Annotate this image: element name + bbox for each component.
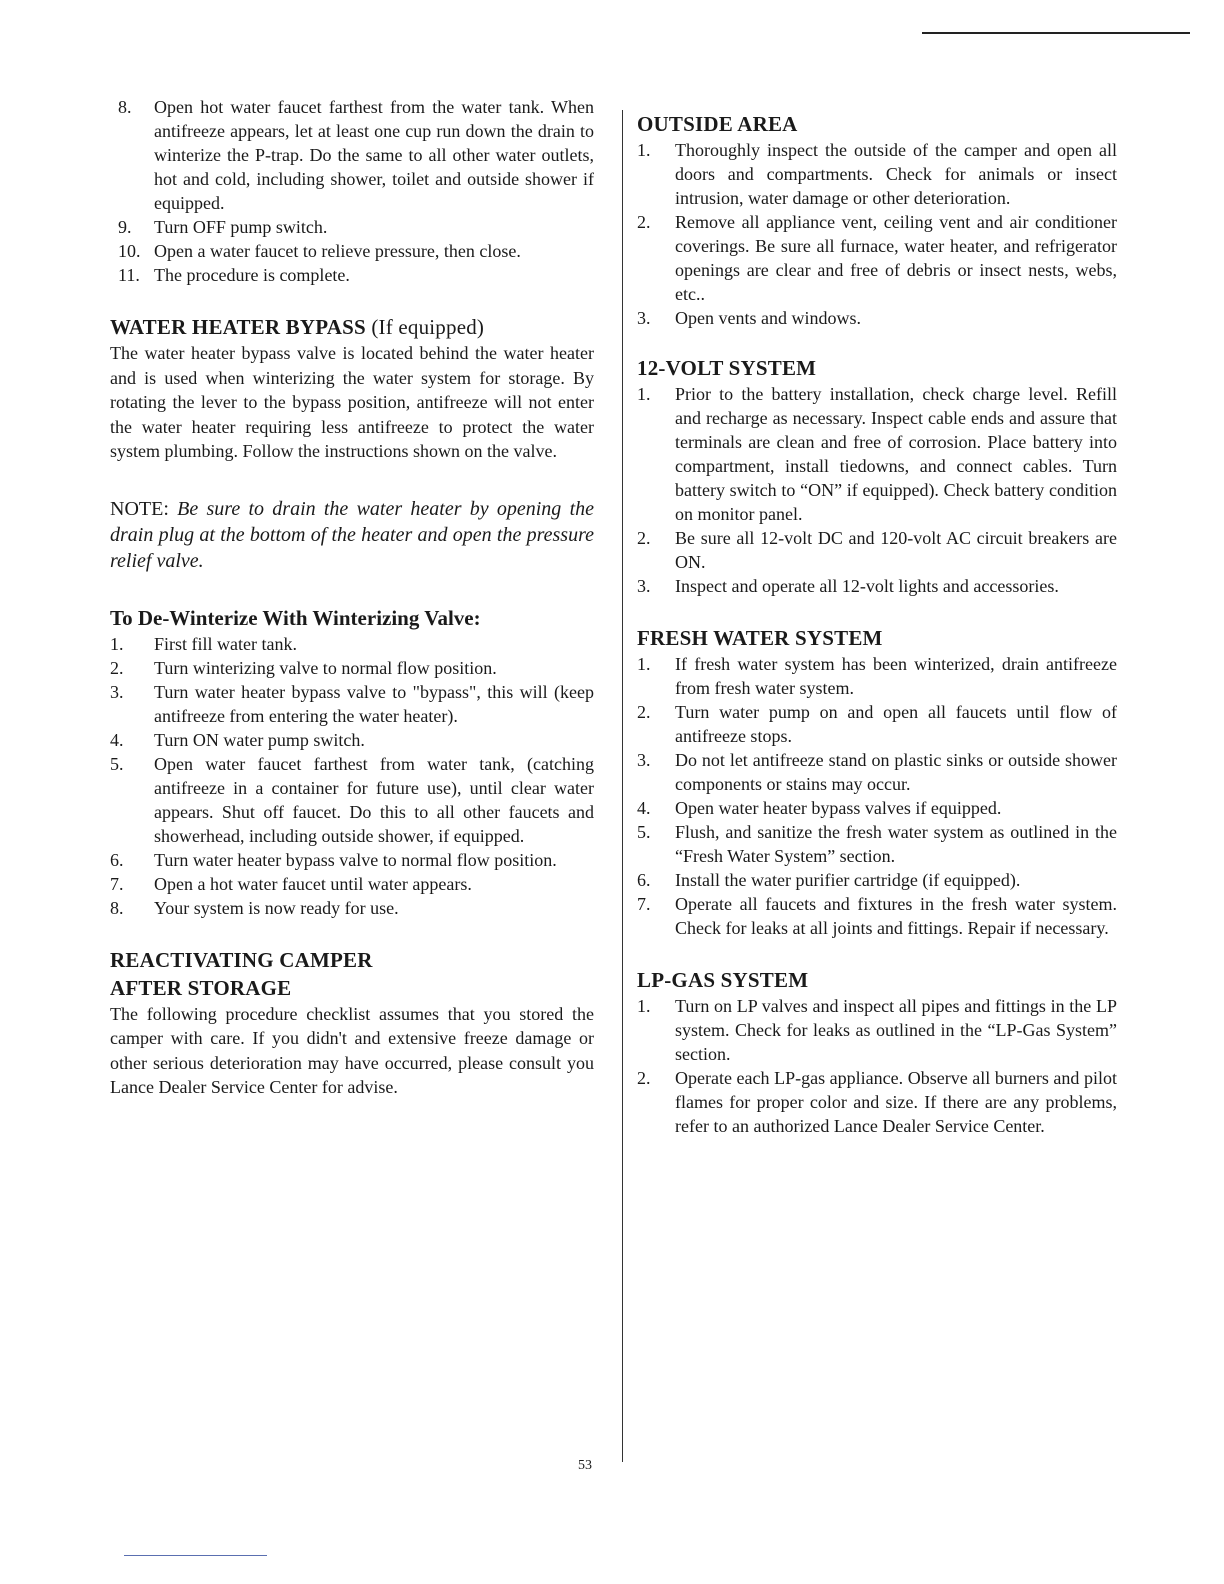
list-item: 6. Turn water heater bypass valve to normal flow position. bbox=[110, 849, 557, 870]
column-divider bbox=[622, 110, 623, 1462]
top-rule bbox=[922, 32, 1190, 34]
list-item: 7. Open a hot water faucet until water appears. bbox=[110, 873, 472, 894]
water-heater-bypass-heading: WATER HEATER BYPASS (If equipped) bbox=[110, 315, 485, 339]
note-text: Be sure to drain the water heater by opening the drain plug at the bottom of the heater and open the pressure relief valve. bbox=[110, 497, 594, 572]
list-item: 5. Flush, and sanitize the fresh water system as outlined in the “Fresh Water System” section. bbox=[637, 822, 1117, 866]
list-item: 4. Turn ON water pump switch. bbox=[110, 729, 365, 750]
list-item: 2. Turn winterizing valve to normal flow position. bbox=[110, 657, 497, 678]
list-item: 10. Open a water faucet to relieve pressure, then close. bbox=[118, 241, 521, 261]
list-item: 1. If fresh water system has been winterized, drain antifreeze from fresh water system. bbox=[637, 654, 1117, 698]
list-item: 4. Open water heater bypass valves if equipped. bbox=[637, 798, 1002, 818]
page-number: 53 bbox=[578, 1458, 592, 1473]
list-item: 1. Turn on LP valves and inspect all pipes and fittings in the LP system. Check for leaks as outlined in the “LP-Gas System” section. bbox=[637, 996, 1117, 1064]
fresh-water-list bbox=[637, 652, 1117, 940]
list-item: 8. Your system is now ready for use. bbox=[110, 897, 399, 918]
de-winterize-heading: To De-Winterize With Winterizing Valve: bbox=[110, 605, 481, 630]
list-item: 2. Remove all appliance vent, ceiling vent and air conditioner coverings. Be sure all furnace, water heater, and refrigerator openings are clear and free of debris or insect nests, webs, etc.. bbox=[637, 212, 1117, 304]
de-winterize-list bbox=[110, 632, 594, 920]
continued-list bbox=[110, 95, 594, 287]
lp-gas-list bbox=[637, 994, 1117, 1138]
list-item: 3. Do not let antifreeze stand on plastic sinks or outside shower components or stains may occur. bbox=[637, 750, 1117, 794]
reactivating-body: The following procedure checklist assumes that you stored the camper with care. If you didn't and extensive freeze damage or other serious deterioration may have occurred, please consult you Lance Dealer Service Center for advise. bbox=[110, 1003, 594, 1097]
list-item: 11. The procedure is complete. bbox=[118, 265, 350, 285]
right-column bbox=[637, 110, 1117, 1138]
water-heater-bypass-body: The water heater bypass valve is located behind the water heater and is used when winterizing the water system for storage. By rotating the lever to the bypass position, antifreeze will not enter the water heater requiring less antifreeze to protect the water system plumbing. Follow the instructions shown on the valve. bbox=[110, 343, 594, 461]
bottom-rule bbox=[124, 1555, 267, 1556]
list-item: 1. Prior to the battery installation, check charge level. Refill and recharge as necessary. Inspect cable ends and assure that terminals are clean and free of corrosion. Place battery into compartment, install tiedowns, and connect cables. Turn battery switch to “ON” if equipped). Check battery condition on monitor panel. bbox=[637, 384, 1117, 524]
reactivating-heading: REACTIVATING CAMPER AFTER STORAGE bbox=[110, 947, 373, 1000]
lp-gas-heading: LP-GAS SYSTEM bbox=[637, 968, 809, 992]
twelve-volt-heading: 12-VOLT SYSTEM bbox=[637, 356, 817, 380]
list-item: 2. Be sure all 12-volt DC and 120-volt AC circuit breakers are ON. bbox=[637, 528, 1117, 572]
outside-area-heading: OUTSIDE AREA bbox=[637, 112, 798, 136]
list-item: 8. Open hot water faucet farthest from the water tank. When antifreeze appears, let at least one cup run down the drain to winterize the P-trap. Do the same to all other water outlets, hot and cold, including shower, toilet and outside shower if equipped. bbox=[118, 97, 594, 213]
list-item: 3. Inspect and operate all 12-volt lights and accessories. bbox=[637, 576, 1059, 596]
list-item: 2. Operate each LP-gas appliance. Observe all burners and pilot flames for proper color and size. If there are any problems, refer to an authorized Lance Dealer Service Center. bbox=[637, 1068, 1117, 1136]
list-item: 9. Turn OFF pump switch. bbox=[118, 217, 328, 237]
fresh-water-heading: FRESH WATER SYSTEM bbox=[637, 626, 883, 650]
list-item: 2. Turn water pump on and open all faucets until flow of antifreeze stops. bbox=[637, 702, 1117, 746]
left-column bbox=[110, 95, 594, 1100]
note bbox=[110, 496, 594, 574]
outside-area-list bbox=[637, 138, 1117, 330]
list-item: 1. Thoroughly inspect the outside of the camper and open all doors and compartments. Check for animals or insect intrusion, water damage or other deterioration. bbox=[637, 140, 1117, 208]
list-item: 1. First fill water tank. bbox=[110, 633, 297, 654]
list-item: 6. Install the water purifier cartridge (if equipped). bbox=[637, 870, 1021, 890]
note-label: NOTE: bbox=[110, 497, 169, 520]
list-item: 3. Open vents and windows. bbox=[637, 308, 861, 328]
list-item: 7. Operate all faucets and fixtures in the fresh water system. Check for leaks at all joints and fittings. Repair if necessary. bbox=[637, 894, 1117, 938]
list-item: 3. Turn water heater bypass valve to "bypass", this will (keep antifreeze from entering the water heater). bbox=[110, 681, 594, 726]
twelve-volt-list bbox=[637, 382, 1117, 598]
list-item: 5. Open water faucet farthest from water tank, (catching antifreeze in a container for future use), until clear water appears. Shut off faucet. Do this to all other faucets and showerhead, including outside shower, if equipped. bbox=[110, 753, 594, 846]
